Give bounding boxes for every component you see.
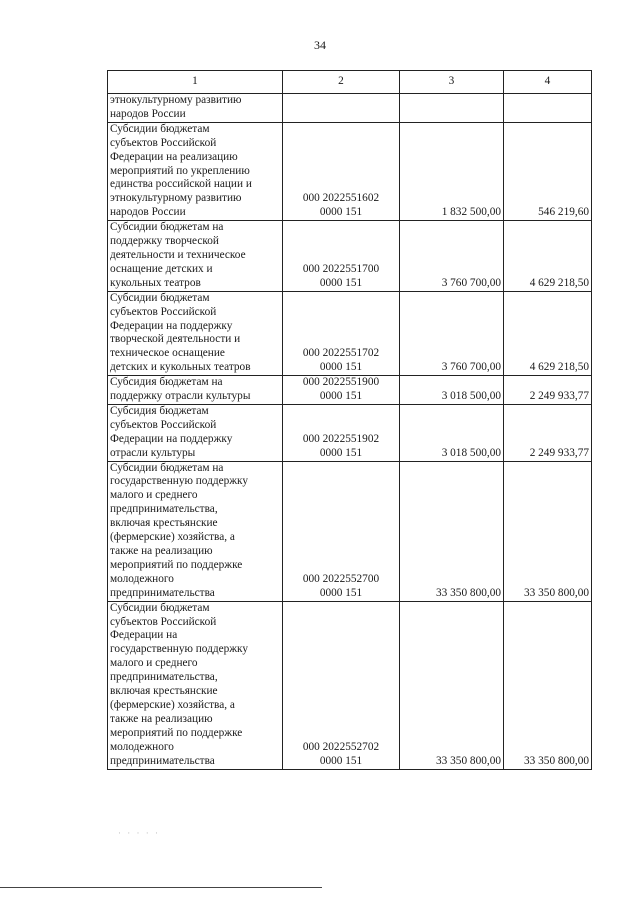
row-name: Субсидии бюджетам на государственную поддержку малого и среднего предпринимательства, включая крестьянские (фермерские) хозяйства, а также на реализацию мероприятий по поддержке молодежного предпринимательства	[108, 461, 283, 601]
table-row	[108, 404, 592, 461]
column-header-3: 3	[400, 71, 504, 94]
row-amount-col3: 3 760 700,00	[400, 221, 504, 292]
row-amount-col3: 33 350 800,00	[400, 601, 504, 769]
row-amount-col4: 4 629 218,50	[504, 221, 592, 292]
scan-artifact: · · · · ·	[118, 828, 160, 838]
row-amount-col4: 33 350 800,00	[504, 601, 592, 769]
row-code: 000 2022551902 0000 151	[283, 404, 400, 461]
row-name: Субсидии бюджетам на поддержку творческой деятельности и техническое оснащение детских и кукольных театров	[108, 221, 283, 292]
row-amount-col3: 3 018 500,00	[400, 404, 504, 461]
row-name: Субсидия бюджетам субъектов Российской Федерации на поддержку отрасли культуры	[108, 404, 283, 461]
table-row	[108, 122, 592, 220]
column-header-1: 1	[108, 71, 283, 94]
row-amount-col3: 33 350 800,00	[400, 461, 504, 601]
row-amount-col4: 2 249 933,77	[504, 404, 592, 461]
table-row	[108, 461, 592, 601]
table-row	[108, 221, 592, 292]
row-amount-col3: 3 760 700,00	[400, 291, 504, 375]
table-row	[108, 376, 592, 405]
row-amount-col3: 3 018 500,00	[400, 376, 504, 405]
row-amount-col4: 4 629 218,50	[504, 291, 592, 375]
row-code: 000 2022551900 0000 151	[283, 376, 400, 405]
row-name: Субсидии бюджетам субъектов Российской Федерации на государственную поддержку малого и среднего предпринимательства, включая крестьянские (фермерские) хозяйства, а также на реализацию мероприятий по поддержке молодежного предпринимательства	[108, 601, 283, 769]
row-code: 000 2022552700 0000 151	[283, 461, 400, 601]
row-name: Субсидия бюджетам на поддержку отрасли культуры	[108, 376, 283, 405]
row-amount-col3	[400, 94, 504, 123]
page-number: 34	[314, 38, 326, 52]
row-amount-col3: 1 832 500,00	[400, 122, 504, 220]
row-code: 000 2022551700 0000 151	[283, 221, 400, 292]
row-code: 000 2022551602 0000 151	[283, 122, 400, 220]
footer-divider	[0, 887, 322, 888]
row-amount-col4: 2 249 933,77	[504, 376, 592, 405]
row-code: 000 2022552702 0000 151	[283, 601, 400, 769]
row-amount-col4: 546 219,60	[504, 122, 592, 220]
table-row	[108, 94, 592, 123]
row-amount-col4	[504, 94, 592, 123]
row-amount-col4: 33 350 800,00	[504, 461, 592, 601]
column-header-4: 4	[504, 71, 592, 94]
table-row	[108, 601, 592, 769]
row-name: Субсидии бюджетам субъектов Российской Федерации на реализацию мероприятий по укреплению единства российской нации и этнокультурному развитию народов России	[108, 122, 283, 220]
row-code: 000 2022551702 0000 151	[283, 291, 400, 375]
row-name: этнокультурному развитию народов России	[108, 94, 283, 123]
table-row	[108, 291, 592, 375]
row-name: Субсидии бюджетам субъектов Российской Федерации на поддержку творческой деятельности и техническое оснащение детских и кукольных театров	[108, 291, 283, 375]
row-code	[283, 94, 400, 123]
column-header-2: 2	[283, 71, 400, 94]
budget-table	[107, 70, 592, 770]
table-header-row	[108, 71, 592, 94]
